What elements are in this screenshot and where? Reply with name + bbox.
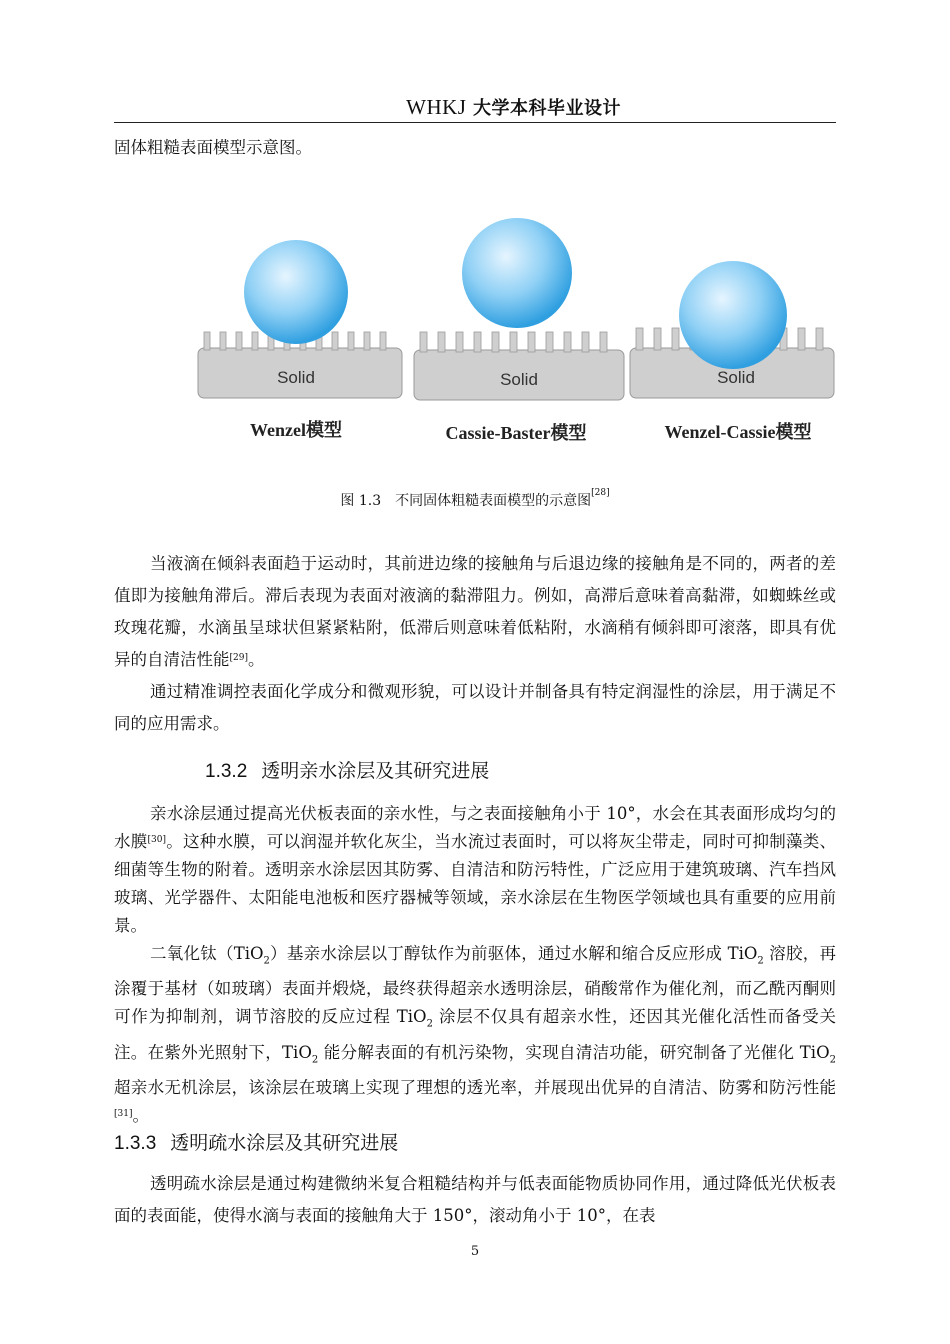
panel-wenzel-cassie xyxy=(630,261,834,442)
section-heading-1-3-2 xyxy=(205,756,489,783)
droplet-cassie xyxy=(462,218,572,328)
para4-sub-3: 2 xyxy=(426,1018,433,1030)
model-label-wenzel-cassie: Wenzel-Cassie模型 xyxy=(664,422,812,442)
droplet-wenzel xyxy=(244,240,348,344)
para5-text: 透明疏水涂层是通过构建微纳米复合粗糙结构并与低表面能物质协同作用，通过降低光伏板表面的表面能，使得水滴与表面的接触角大于 150°，滚动角小于 10°，在表 xyxy=(114,1174,836,1225)
header-brand: WHKJ xyxy=(406,95,467,119)
paragraph-contact-angle-hysteresis xyxy=(114,548,836,676)
para4-s2: ）基亲水涂层以丁醇钛作为前驱体，通过水解和缩合反应形成 TiO xyxy=(269,944,758,963)
paragraph-hydrophobic-coating xyxy=(114,1168,836,1232)
page-header xyxy=(114,92,836,123)
section-1-3-2-title: 透明亲水涂层及其研究进展 xyxy=(261,760,490,782)
solid-label-wenzel-cassie: Solid xyxy=(717,368,755,387)
para4-sub-2: 2 xyxy=(757,955,764,967)
solid-label-wenzel: Solid xyxy=(277,368,315,387)
para1-end: 。 xyxy=(247,650,265,669)
header-university-title: 大学本科毕业设计 xyxy=(473,98,621,119)
panel-cassie-baster xyxy=(414,218,624,443)
para4-s4: 涂层不仅具有超亲水性，还因其光催化活性而备受关注。在紫外光照射下，TiO xyxy=(114,1007,836,1062)
para3-text-a: 亲水涂层通过提高光伏板表面的亲水性，与之表面接触角小于 10°，水会在其表面形成均匀的水膜 xyxy=(114,804,836,851)
caption-number: 图 1.3 xyxy=(340,493,382,509)
page-number: 5 xyxy=(470,1244,480,1259)
pillars-cassie xyxy=(420,332,607,352)
figure-wetting-models xyxy=(190,210,840,460)
para4-sub-5: 2 xyxy=(829,1053,836,1065)
figure-caption xyxy=(0,490,950,510)
para3-ref: [30] xyxy=(147,835,166,845)
para1-text: 当液滴在倾斜表面趋于运动时，其前进边缘的接触角与后退边缘的接触角是不同的，两者的差值即为接触角滞后。滞后表现为表面对液滴的黏滞阻力。例如，高滞后意味着高黏滞，如蜘蛛丝或玫瑰花瓣，水滴虽呈球状但紧紧粘附，低滞后则意味着低粘附，水滴稍有倾斜即可滚落，即具有优异的自清洁性能 xyxy=(114,554,836,669)
para4-sub-1: 2 xyxy=(263,955,270,967)
section-heading-1-3-3 xyxy=(114,1128,398,1155)
panel-wenzel xyxy=(198,240,402,440)
paragraph-tio2-coating xyxy=(114,940,836,1130)
intro-line: 固体粗糙表面模型示意图。 xyxy=(114,138,312,157)
para4-s5: 能分解表面的有机污染物，实现自清洁功能，研究制备了光催化 TiO xyxy=(318,1042,830,1062)
solid-label-cassie: Solid xyxy=(500,370,538,389)
droplet-wenzel-cassie xyxy=(679,261,787,369)
header-title xyxy=(406,94,621,120)
para4-sub-4: 2 xyxy=(311,1053,319,1065)
para4-s6: 超亲水无机涂层，该涂层在玻璃上实现了理想的透光率，并展现出优异的自清洁、防雾和防污性能 xyxy=(114,1077,836,1097)
caption-ref: [28] xyxy=(591,488,610,498)
paragraph-hydrophilic-coating xyxy=(114,800,836,940)
caption-text: 不同固体粗糙表面模型的示意图 xyxy=(395,493,592,509)
para4-s1: 二氧化钛（TiO xyxy=(150,944,264,963)
figure-svg xyxy=(190,210,840,460)
para3-text-b: 。这种水膜，可以润湿并软化灰尘，当水流过表面时，可以将灰尘带走，同时可抑制藻类、细菌等生物的附着。透明亲水涂层因其防雾、自清洁和防污特性，广泛应用于建筑玻璃、汽车挡风玻璃、光学器件、太阳能电池板和医疗器械等领域，亲水涂层在生物医学领域也具有重要的应用前景。 xyxy=(114,832,837,935)
para1-ref: [29] xyxy=(229,653,248,663)
model-label-cassie: Cassie-Baster模型 xyxy=(445,423,587,443)
section-1-3-2-number: 1.3.2 xyxy=(205,761,248,782)
para4-end: 。 xyxy=(132,1105,149,1125)
para4-s3: 溶胶，再涂覆于基材（如玻璃）表面并煅烧，最终获得超亲水透明涂层，硝酸常作为催化剂，而乙酰丙酮则可作为抑制剂，调节溶胶的反应过程 TiO xyxy=(114,944,837,1027)
para2-text: 通过精准调控表面化学成分和微观形貌，可以设计并制备具有特定润湿性的涂层，用于满足不同的应用需求。 xyxy=(114,682,836,733)
model-label-wenzel: Wenzel模型 xyxy=(250,420,342,440)
section-1-3-3-number: 1.3.3 xyxy=(114,1133,157,1154)
paragraph-wettability-design xyxy=(114,676,836,740)
para4-ref: [31] xyxy=(114,1108,133,1119)
section-1-3-3-title: 透明疏水涂层及其研究进展 xyxy=(170,1132,399,1154)
